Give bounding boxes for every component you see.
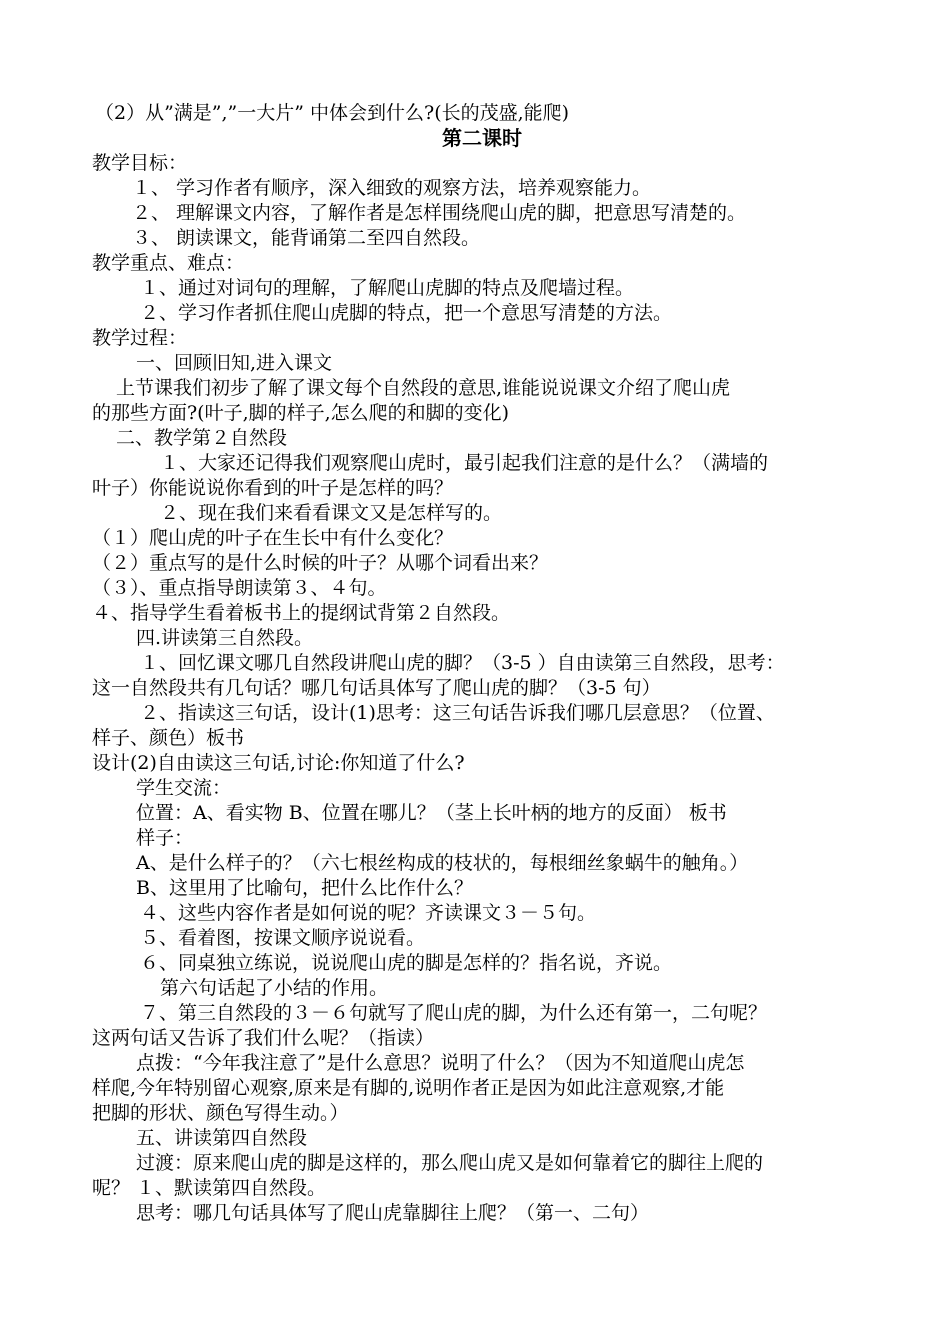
text-line: 思考：哪几句话具体写了爬山虎靠脚往上爬？（第一、二句） — [136, 1202, 650, 1224]
text-line: 教学过程： — [92, 327, 188, 349]
text-line: 学生交流： — [136, 777, 232, 799]
text-line: 样子、颜色）板书 — [92, 727, 245, 749]
text-line: （１）爬山虎的叶子在生长中有什么变化？ — [92, 527, 454, 549]
text-line: ２、 理解课文内容，了解作者是怎样围绕爬山虎的脚，把意思写清楚的。 — [132, 202, 747, 224]
text-line: （２）重点写的是什么时候的叶子？从哪个词看出来？ — [92, 552, 549, 574]
text-line: １、回忆课文哪几自然段讲爬山虎的脚？（3-5 ）自由读第三自然段，思考： — [140, 652, 785, 674]
text-line: ５、看着图，按课文顺序说说看。 — [140, 927, 426, 949]
text-line: A、是什么样子的？（六七根丝构成的枝状的，每根细丝象蜗牛的触角。） — [136, 852, 749, 874]
text-line: 叶子）你能说说你看到的叶子是怎样的吗？ — [92, 477, 454, 499]
text-line: ２、学习作者抓住爬山虎脚的特点，把一个意思写清楚的方法。 — [140, 302, 673, 324]
text-line: ７、第三自然段的３－６句就写了爬山虎的脚，为什么还有第一，二句呢？ — [140, 1002, 768, 1024]
text-line: 点拨：“今年我注意了”是什么意思？说明了什么？（因为不知道爬山虎怎 — [136, 1052, 745, 1074]
text-line: ３、 朗读课文，能背诵第二至四自然段。 — [132, 227, 481, 249]
text-line: 五、讲读第四自然段 — [136, 1127, 308, 1149]
text-line: B、这里用了比喻句，把什么比作什么？ — [136, 877, 473, 899]
text-line: １、 学习作者有顺序，深入细致的观察方法，培养观察能力。 — [132, 177, 652, 199]
text-line: 这一自然段共有几句话？哪几句话具体写了爬山虎的脚？（3-5 句） — [92, 677, 661, 699]
text-line: ２、现在我们来看看课文又是怎样写的。 — [160, 502, 503, 524]
text-line: （2）从”满是”,”一大片” 中体会到什么?(长的茂盛,能爬) — [95, 102, 570, 124]
text-line: 样爬,今年特别留心观察,原来是有脚的,说明作者正是因为如此注意观察,才能 — [92, 1077, 725, 1099]
text-line: ４、这些内容作者是如何说的呢？齐读课文３－５句。 — [140, 902, 597, 924]
text-line: 上节课我们初步了解了课文每个自然段的意思,谁能说说课文介绍了爬山虎 — [116, 377, 731, 399]
text-line: 过渡：原来爬山虎的脚是这样的，那么爬山虎又是如何靠着它的脚往上爬的 — [136, 1152, 764, 1174]
text-line: 第六句话起了小结的作用。 — [160, 977, 389, 999]
text-line: 的那些方面?(叶子,脚的样子,怎么爬的和脚的变化) — [92, 402, 510, 424]
text-line: 把脚的形状、颜色写得生动。） — [92, 1102, 349, 1124]
text-line: 一、回顾旧知,进入课文 — [136, 352, 333, 374]
text-line: 呢？ １、默读第四自然段。 — [92, 1177, 327, 1199]
text-line: 设计(2)自由读这三句话,讨论:你知道了什么? — [92, 752, 465, 774]
text-line: 四.讲读第三自然段。 — [136, 627, 314, 649]
text-line: 这两句话又告诉了我们什么呢？（指读） — [92, 1027, 435, 1049]
text-line: ６、同桌独立练说，说说爬山虎的脚是怎样的？指名说，齐说。 — [140, 952, 673, 974]
text-line: １、通过对词句的理解，了解爬山虎脚的特点及爬墙过程。 — [140, 277, 635, 299]
text-line: 样子： — [136, 827, 194, 849]
text-line: ２、指读这三句话，设计(1)思考：这三句话告诉我们哪几层意思？（位置、 — [140, 702, 775, 724]
text-line: 教学重点、难点： — [92, 252, 245, 274]
text-line: 位置：A、看实物 B、位置在哪儿？（茎上长叶柄的地方的反面） 板书 — [136, 802, 727, 824]
text-line: １、大家还记得我们观察爬山虎时，最引起我们注意的是什么？（满墙的 — [160, 452, 769, 474]
text-line: 教学目标： — [92, 152, 188, 174]
text-line: 二、教学第２自然段 — [116, 427, 288, 449]
text-line: ４、指导学生看着板书上的提纲试背第２自然段。 — [92, 602, 511, 624]
text-line: （３）、重点指导朗读第３、４句。 — [92, 577, 387, 599]
section-heading: 第二课时 — [442, 126, 522, 150]
